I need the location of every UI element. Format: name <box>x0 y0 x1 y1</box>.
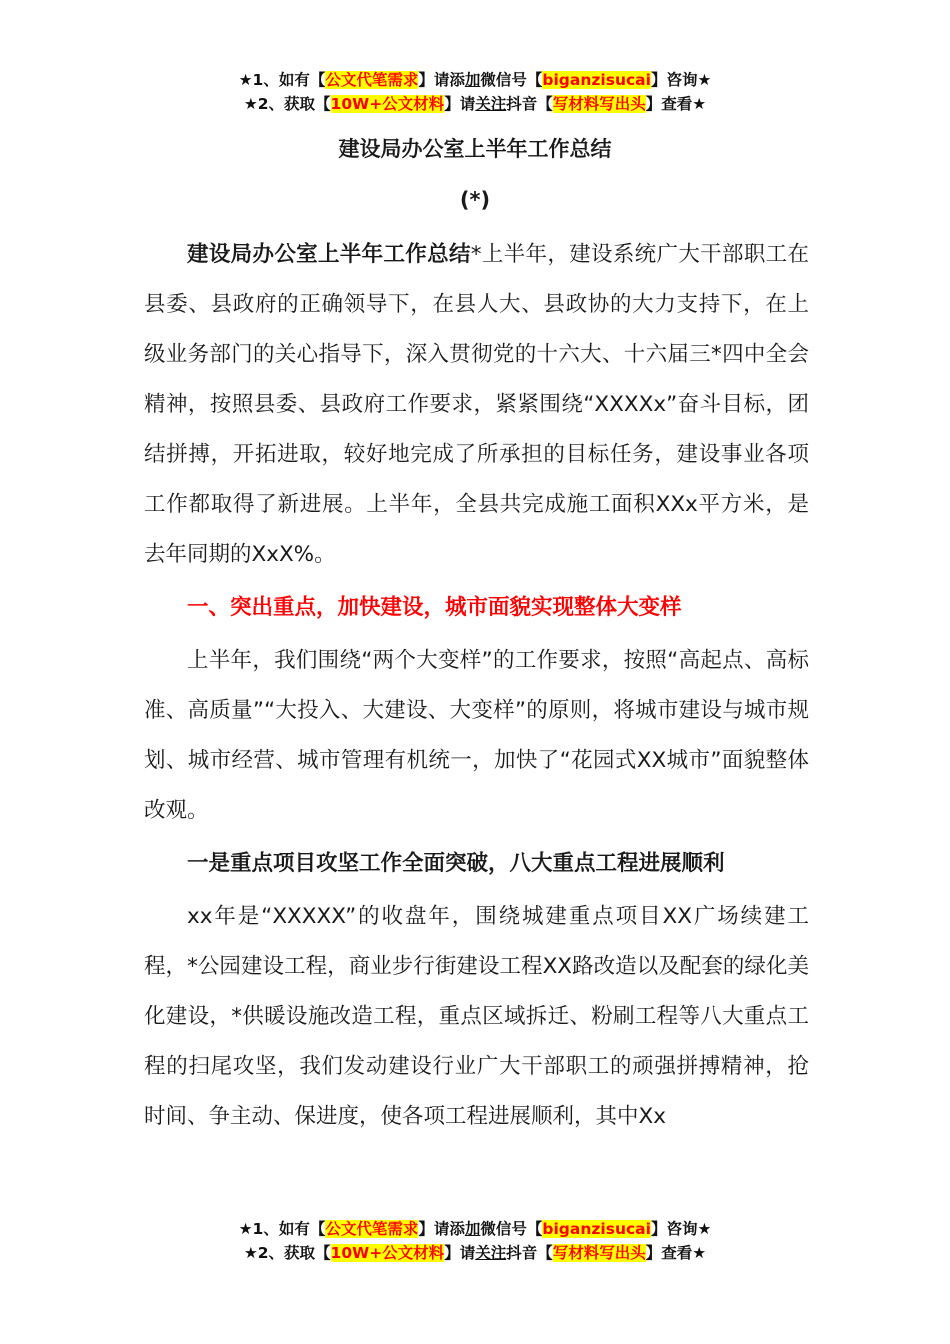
highlight-wechat-id: biganzisucai <box>542 1220 651 1238</box>
intro-text: *上半年，建设系统广大干部职工在县委、县政府的正确领导下，在县人大、县政协的大力支持下，在上级业务部门的关心指导下，深入贯彻党的十六大、十六届三*四中全会精神，按照县委、县政府工作要求，紧紧围绕“XXXXx”奋斗目标，团结拼搏，开拓进取，较好地完成了所承担的目标任务，建设事业各项工作都取得了新进展。上半年，全县共完成施工面积XXx平方米，是去年同期的XxX%。 <box>144 242 809 567</box>
intro-lead: 建设局办公室上半年工作总结 <box>187 242 471 267</box>
document-title: 建设局办公室上半年工作总结 <box>338 137 612 161</box>
highlight-materials: 10W+公文材料 <box>330 1244 445 1262</box>
promo-banner-top <box>0 68 950 116</box>
promo-line-2: ★2、获取【10W+公文材料】请关注抖音【写材料写出头】查看★ <box>243 95 707 113</box>
document-body <box>144 230 809 1142</box>
highlight-douyin: 写材料写出头 <box>552 1244 646 1262</box>
section-1-paragraph: 上半年，我们围绕“两个大变样”的工作要求，按照“高起点、高标准、高质量”“大投入、大建设、大变样”的原则，将城市建设与城市规划、城市经营、城市管理有机统一，加快了“花园式XX城市”面貌整体改观。 <box>144 648 809 823</box>
subsection-1-heading: 一是重点项目攻坚工作全面突破，八大重点工程进展顺利 <box>187 851 725 876</box>
highlight-ghostwriting: 公文代笔需求 <box>325 71 419 89</box>
subsection-1-paragraph: xx年是“XXXXX”的收盘年，围绕城建重点项目XX广场续建工程，*公园建设工程，商业步行街建设工程XX路改造以及配套的绿化美化建设，*供暖设施改造工程，重点区域拆迁、粉刷工程等八大重点工程的扫尾攻坚，我们发动建设行业广大干部职工的顽强拼搏精神，抢时间、争主动、保进度，使各项工程进展顺利，其中Xx <box>144 904 809 1129</box>
section-1-heading: 一、突出重点，加快建设，城市面貌实现整体大变样 <box>187 595 682 620</box>
highlight-wechat-id: biganzisucai <box>542 71 651 89</box>
highlight-ghostwriting: 公文代笔需求 <box>325 1220 419 1238</box>
highlight-materials: 10W+公文材料 <box>330 95 445 113</box>
promo-line-1: ★1、如有【公文代笔需求】请添加微信号【biganzisucai】咨询★ <box>238 71 712 89</box>
highlight-douyin: 写材料写出头 <box>552 95 646 113</box>
promo-line-2: ★2、获取【10W+公文材料】请关注抖音【写材料写出头】查看★ <box>243 1244 707 1262</box>
document-subtitle: (*) <box>459 188 491 212</box>
promo-banner-bottom <box>0 1217 950 1265</box>
intro-paragraph <box>144 230 809 580</box>
promo-line-1: ★1、如有【公文代笔需求】请添加微信号【biganzisucai】咨询★ <box>238 1220 712 1238</box>
